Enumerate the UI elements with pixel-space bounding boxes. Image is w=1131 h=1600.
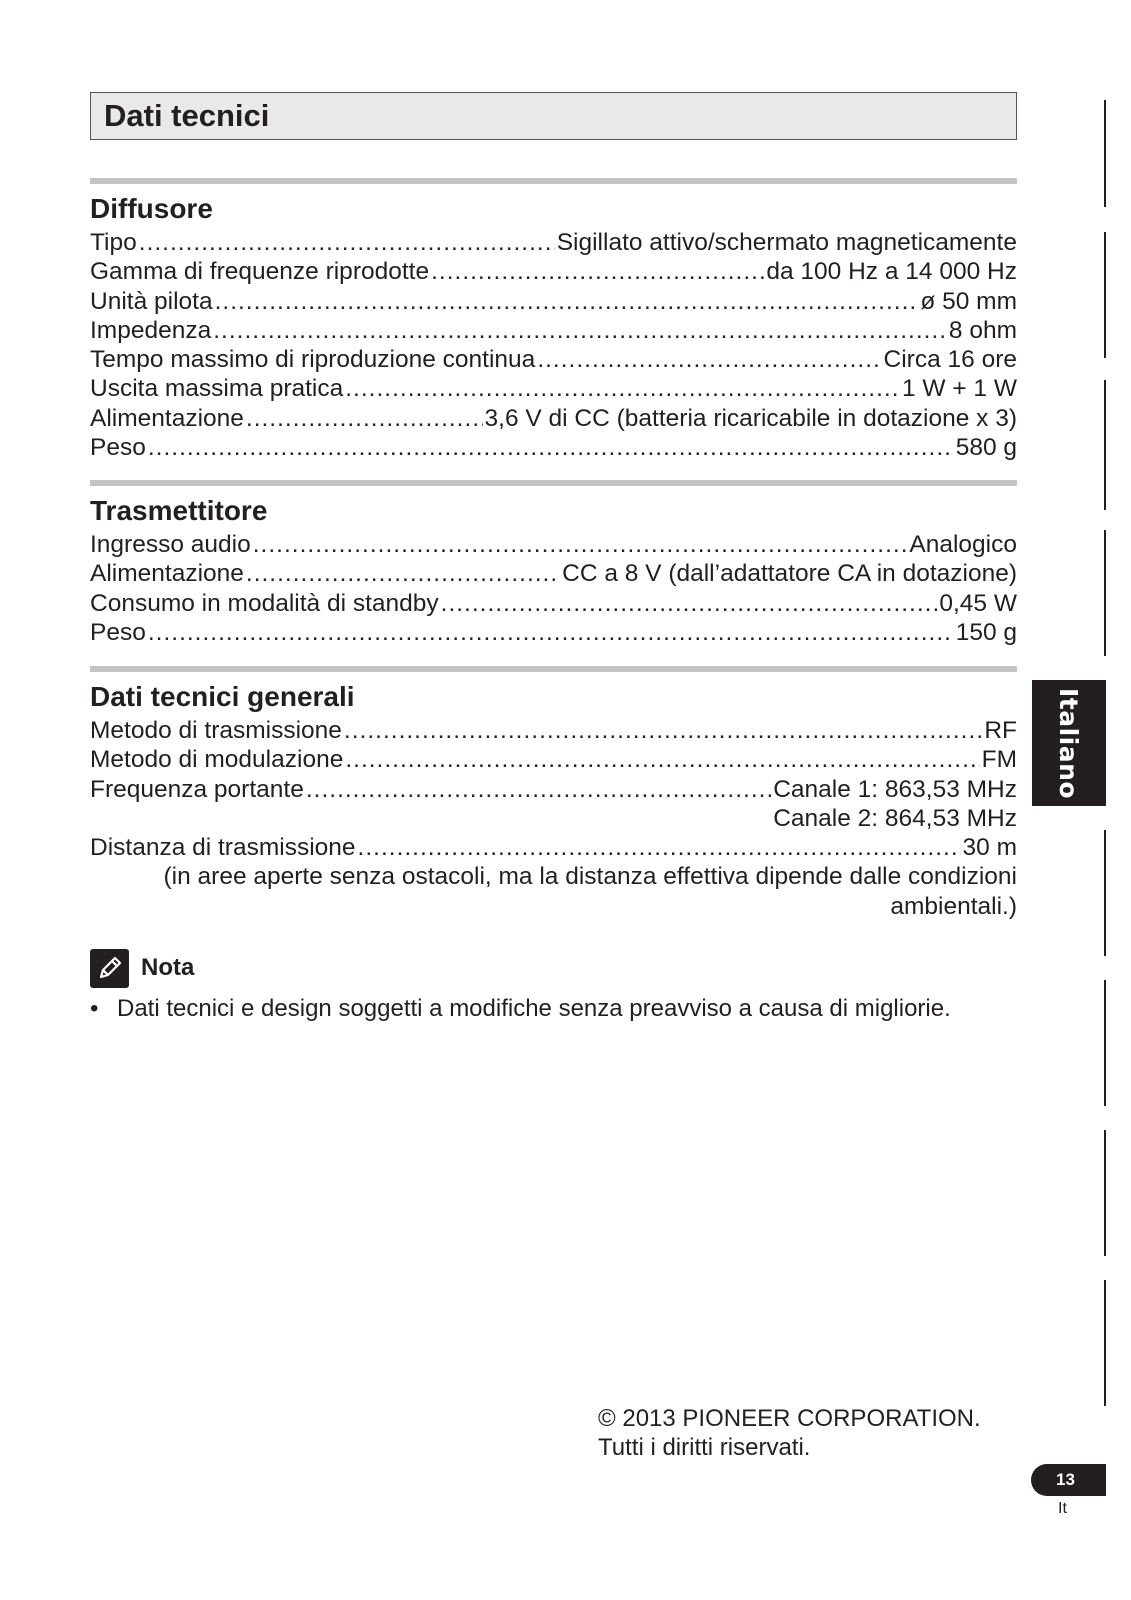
note-title: Nota	[141, 954, 195, 981]
spec-row	[90, 618, 1017, 647]
spec-label: Peso	[90, 618, 146, 646]
dot-leader	[139, 228, 555, 257]
spec-label: Peso	[90, 434, 146, 462]
spec-label: Unità pilota	[90, 287, 213, 315]
edge-mark	[1104, 530, 1106, 656]
spec-row	[90, 316, 1017, 345]
spec-row	[90, 257, 1017, 286]
edge-mark	[1104, 1280, 1106, 1406]
spec-value: RF	[984, 717, 1017, 744]
dot-leader	[345, 374, 900, 403]
edge-mark	[1104, 380, 1106, 510]
spec-value: 1 W + 1 W	[901, 375, 1017, 403]
note-text: Dati tecnici e design soggetti a modifiche senza preavviso a causa di migliorie.	[117, 995, 951, 1022]
spec-label: Distanza di trasmissione	[90, 834, 356, 862]
spec-row	[90, 228, 1017, 257]
edge-mark	[1104, 232, 1106, 358]
spec-label: Tempo massimo di riproduzione continua	[90, 346, 536, 374]
section-dati-tecnici-generali	[90, 666, 1017, 921]
note-item	[90, 994, 1030, 1024]
dot-leader	[253, 530, 908, 559]
spec-label: Ingresso audio	[90, 531, 251, 558]
dot-leader	[306, 775, 771, 804]
page-title-box	[90, 92, 1017, 140]
dot-leader	[148, 618, 954, 647]
edge-mark	[1104, 980, 1106, 1106]
language-tab	[1032, 680, 1106, 806]
dot-leader	[213, 316, 947, 345]
spec-row	[90, 716, 1017, 745]
spec-value: 8 ohm	[948, 316, 1017, 344]
dot-leader	[215, 287, 919, 316]
spec-value: 580 g	[955, 434, 1017, 462]
pencil-icon	[90, 949, 129, 988]
edge-mark	[1104, 830, 1106, 956]
copyright	[598, 1404, 981, 1462]
spec-label: Metodo di modulazione	[90, 746, 344, 774]
spec-value: Sigillato attivo/schermato magneticamente	[556, 229, 1017, 256]
spec-label: Alimentazione	[90, 404, 244, 432]
spec-row	[90, 433, 1017, 462]
spec-row	[90, 287, 1017, 316]
section-divider	[90, 480, 1017, 486]
bullet: •	[90, 995, 99, 1022]
dot-leader	[537, 345, 881, 374]
dot-leader	[358, 833, 961, 862]
dot-leader	[441, 589, 938, 618]
section-diffusore	[90, 178, 1017, 462]
spec-label: Frequenza portante	[90, 775, 304, 803]
spec-label: Tipo	[90, 229, 137, 256]
spec-row	[90, 589, 1017, 618]
section-divider	[90, 666, 1017, 672]
section-trasmettitore	[90, 480, 1017, 647]
section-heading: Diffusore	[90, 193, 213, 224]
edge-mark	[1104, 100, 1106, 207]
spec-continuation: Canale 2: 864,53 MHz	[773, 804, 1017, 832]
spec-value: da 100 Hz a 14 000 Hz	[766, 258, 1017, 286]
spec-value: 3,6 V di CC (batteria ricaricabile in dotazione x 3)	[484, 404, 1017, 432]
section-heading: Dati tecnici generali	[90, 681, 355, 712]
spec-row	[90, 530, 1017, 559]
spec-value: Canale 1: 863,53 MHz	[773, 775, 1017, 803]
page-number: 13	[1031, 1464, 1106, 1496]
spec-label: Alimentazione	[90, 560, 244, 588]
spec-value: FM	[981, 746, 1017, 774]
spec-continuation: ambientali.)	[890, 892, 1017, 920]
section-divider	[90, 178, 1017, 184]
spec-label: Consumo in modalità di standby	[90, 589, 439, 617]
spec-value: 30 m	[962, 834, 1017, 862]
copyright-line: © 2013 PIONEER CORPORATION.	[598, 1405, 981, 1432]
spec-label: Gamma di frequenze riprodotte	[90, 258, 430, 286]
spec-row	[90, 345, 1017, 374]
spec-row	[90, 833, 1017, 862]
dot-leader	[344, 716, 982, 745]
spec-value: Circa 16 ore	[883, 346, 1017, 374]
dot-leader	[345, 745, 979, 774]
dot-leader	[431, 257, 764, 286]
spec-value: Analogico	[909, 531, 1017, 558]
page-title: Dati tecnici	[104, 98, 270, 133]
spec-label: Metodo di trasmissione	[90, 717, 342, 744]
spec-label: Uscita massima pratica	[90, 375, 344, 403]
copyright-line: Tutti i diritti riservati.	[598, 1434, 811, 1461]
spec-value: 150 g	[955, 618, 1017, 646]
dot-leader	[246, 404, 483, 433]
spec-row	[90, 374, 1017, 403]
dot-leader	[246, 559, 560, 588]
language-tab-label: Italiano	[1054, 687, 1084, 799]
edge-mark	[1104, 1130, 1106, 1256]
spec-row	[90, 745, 1017, 774]
spec-label: Impedenza	[90, 316, 212, 344]
spec-row	[90, 775, 1017, 804]
spec-row	[90, 404, 1017, 433]
section-heading: Trasmettitore	[90, 495, 268, 526]
spec-value: ø 50 mm	[920, 287, 1017, 315]
dot-leader	[148, 433, 954, 462]
spec-value: CC a 8 V (dall’adattatore CA in dotazione)	[562, 560, 1017, 588]
note-header	[90, 948, 194, 988]
language-code: It	[1058, 1500, 1067, 1517]
spec-value: 0,45 W	[939, 589, 1017, 617]
spec-row	[90, 559, 1017, 588]
spec-continuation: (in aree aperte senza ostacoli, ma la distanza effettiva dipende dalle condizioni	[163, 863, 1017, 891]
